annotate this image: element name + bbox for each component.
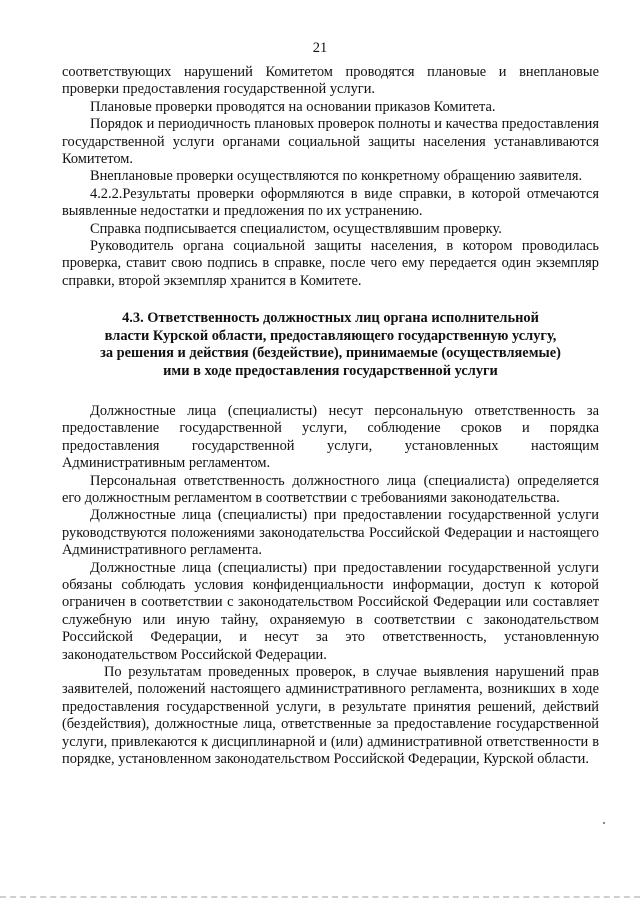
scan-bottom-edge (0, 896, 640, 901)
paragraph: Должностные лица (специалисты) при предоставлении государственной услуги руководствуются положениями законодательства Российской Федерации и настоящего Административного регламента. (62, 507, 599, 559)
paragraph: Плановые проверки проводятся на основании приказов Комитета. (90, 98, 496, 115)
paragraph: соответствующих нарушений Комитетом проводятся плановые и внеплановые проверки предоставления государственной услуги. (62, 64, 599, 98)
section-heading-line: власти Курской области, предоставляющего государственную услугу, (104, 327, 557, 344)
section-heading (62, 310, 599, 380)
paragraph: Должностные лица (специалисты) при предоставлении государственной услуги обязаны соблюдать условия конфиденциальности информации, доступ к которой ограничен в соответствии с законодательством Российской Федерации или составляет служебную или иную тайну, охраняемую в соответствии с законодательством Российской Федерации, и несут за это ответственность, установленную законодательством Российской Федерации. (62, 559, 599, 663)
document-body (62, 64, 599, 768)
section-heading-line: 4.3. Ответственность должностных лиц органа исполнительной (122, 310, 539, 327)
paragraph: Должностные лица (специалисты) несут персональную ответственность за предоставление государственной услуги, соблюдение сроков и порядка предоставления государственной услуги, установленных настоящим Административным регламентом. (62, 402, 599, 472)
page-number: 21 (312, 40, 328, 56)
paragraph: Порядок и периодичность плановых проверок полноты и качества предоставления государственной услуги органами социальной защиты населения устанавливаются Комитетом. (62, 116, 599, 168)
paragraph: Руководитель органа социальной защиты населения, в котором проводилась проверка, ставит свою подпись в справке, после чего ему передается один экземпляр справки, второй экземпляр хранится в Комитете. (62, 238, 599, 289)
paragraph: Справка подписывается специалистом, осуществлявшим проверку. (90, 220, 502, 237)
paragraph: Внеплановые проверки осуществляются по конкретному обращению заявителя. (90, 168, 583, 185)
paragraph: По результатам проведенных проверок, в случае выявления нарушений прав заявителей, положений настоящего административного регламента, возникших в ходе предоставления государственной услуги, в результате принятия решений, действий (бездействия), должностные лица, ответственные за предоставление государственной услуги, привлекаются к дисциплинарной и (или) административной ответственности в порядке, установленном законодательством Российской Федерации, Курской области. (62, 664, 599, 768)
paragraph: 4.2.2.Результаты проверки оформляются в виде справки, в которой отмечаются выявленные недостатки и предложения по их устранению. (62, 185, 599, 220)
scan-speck (603, 822, 605, 824)
paragraph: Персональная ответственность должностного лица (специалиста) определяется его должностным регламентом в соответствии с требованиями законодательства. (62, 472, 599, 506)
section-heading-line: за решения и действия (бездействие), принимаемые (осуществляемые) (100, 345, 561, 362)
section-heading-line: ими в ходе предоставления государственной услуги (163, 362, 498, 379)
